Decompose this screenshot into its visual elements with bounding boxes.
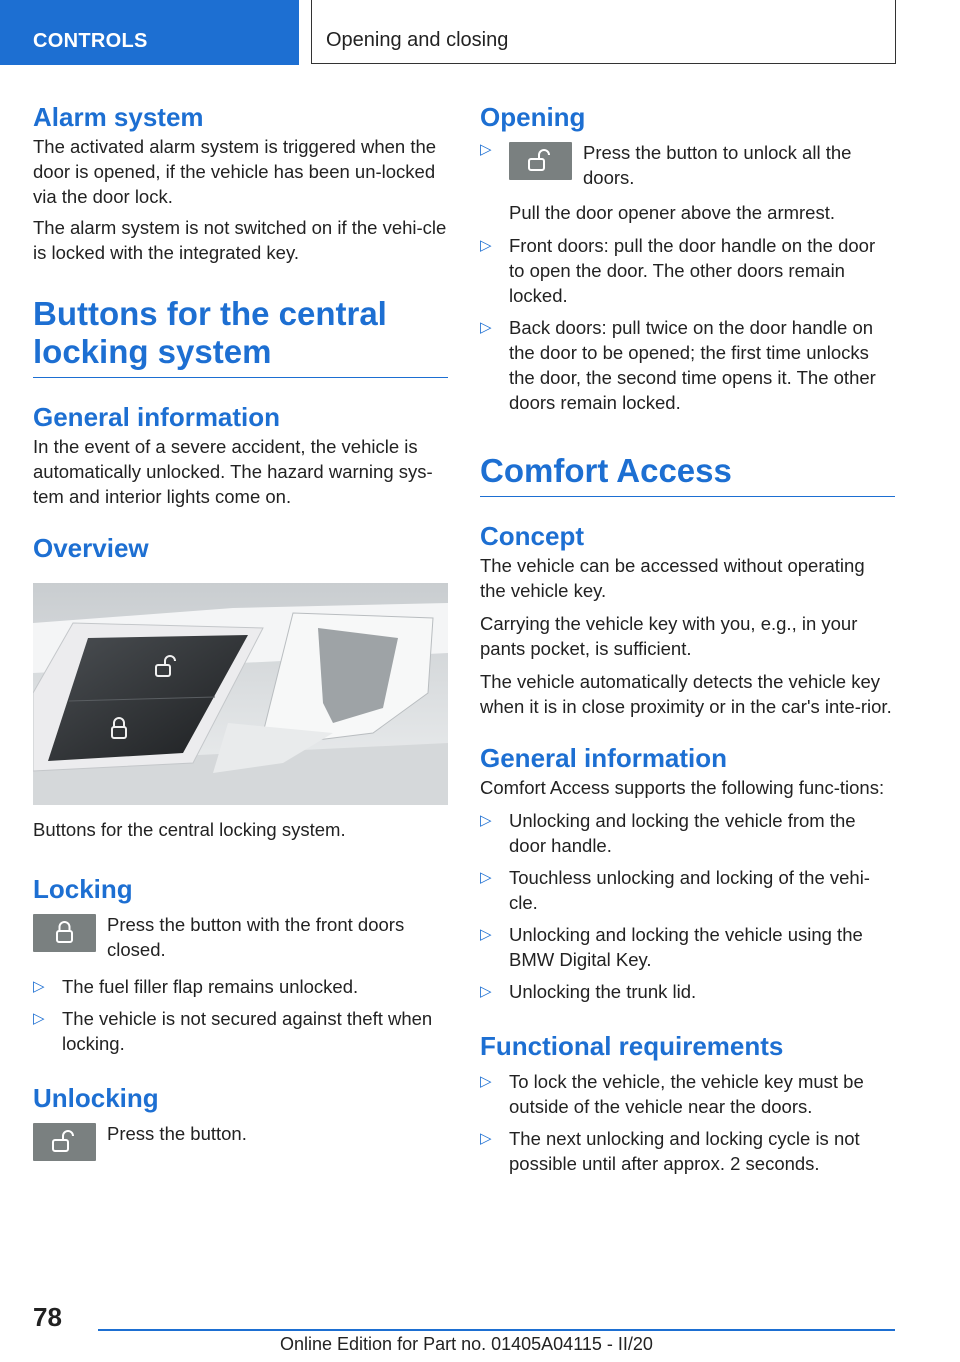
- triangle-bullet-icon: ▷: [480, 319, 492, 336]
- list-item: [480, 315, 895, 415]
- concept-paragraph-2: Carrying the vehicle key with you, e.g., in your pants pocket, is sufficient.: [480, 613, 858, 659]
- list-item-text: Front doors: pull the door handle on the door to open the door. The other doors remain locked.: [509, 235, 876, 306]
- list-item-text: Touchless unlocking and locking of the vehi‐cle.: [509, 867, 870, 913]
- general-paragraph: Comfort Access supports the following func‐tions:: [480, 777, 885, 798]
- triangle-bullet-icon: ▷: [480, 926, 492, 943]
- unlocking-button-row: [33, 1121, 448, 1175]
- general-paragraph: In the event of a severe accident, the vehicle is automatically unlocked. The hazard warning sys‐tem and interior lights come on.: [33, 436, 433, 507]
- list-item: [480, 808, 895, 858]
- list-item: [480, 1126, 895, 1176]
- list-item-text: The fuel filler flap remains unlocked.: [62, 976, 359, 997]
- list-item: [480, 922, 895, 972]
- list-item: [480, 865, 895, 915]
- unlock-button-image: [33, 1123, 96, 1161]
- list-item: [33, 974, 448, 999]
- list-item-text: The next unlocking and locking cycle is not possible until after approx. 2 seconds.: [509, 1128, 860, 1174]
- unlock-icon: [509, 142, 572, 180]
- opening-heading: Opening: [480, 102, 586, 132]
- locking-text: Press the button with the front doors closed.: [107, 914, 405, 960]
- unlock-button-image: [509, 142, 572, 180]
- right-column: [480, 100, 895, 1183]
- triangle-bullet-icon: ▷: [480, 812, 492, 829]
- opening-after-text: Pull the door opener above the armrest.: [509, 202, 835, 223]
- overview-heading: Overview: [33, 533, 149, 563]
- locking-button-row: [33, 912, 448, 966]
- list-item: [480, 1069, 895, 1119]
- triangle-bullet-icon: ▷: [480, 1073, 492, 1090]
- photo-caption: Buttons for the central locking system.: [33, 819, 346, 840]
- unlocking-text: Press the button.: [107, 1123, 247, 1144]
- opening-button-text: Press the button to unlock all the doors.: [583, 142, 852, 188]
- concept-heading: Concept: [480, 521, 584, 551]
- concept-paragraph-1: The vehicle can be accessed without operating the vehicle key.: [480, 555, 865, 601]
- concept-paragraph-3: The vehicle automatically detects the vehicle key when it is in close proximity or in the car's inte‐rior.: [480, 671, 892, 717]
- alarm-heading: Alarm system: [33, 102, 204, 132]
- comfort-access-heading: Comfort Access: [480, 452, 895, 497]
- section-tab: [0, 0, 299, 65]
- page-number: 78: [33, 1302, 62, 1332]
- chapter-label: Opening and closing: [326, 29, 509, 51]
- lock-icon: [33, 914, 96, 952]
- list-item: [480, 979, 895, 1004]
- list-item-text: Unlocking and locking the vehicle using the BMW Digital Key.: [509, 924, 863, 970]
- triangle-bullet-icon: ▷: [480, 141, 492, 158]
- list-item-text: The vehicle is not secured against theft when locking.: [62, 1008, 433, 1054]
- left-column: [33, 100, 448, 1175]
- unlock-icon: [33, 1123, 96, 1161]
- chapter-tab: [311, 0, 896, 64]
- triangle-bullet-icon: ▷: [480, 983, 492, 1000]
- triangle-bullet-icon: ▷: [33, 978, 45, 995]
- functional-requirements-heading: Functional requirements: [480, 1031, 784, 1061]
- opening-button-row: [480, 140, 895, 194]
- locking-heading: Locking: [33, 874, 133, 904]
- door-panel-photo: [33, 583, 448, 805]
- list-item-text: Back doors: pull twice on the door handle on the door to be opened; the first time unlocks the door, the second time opens it. The other doors remain locked.: [509, 317, 876, 413]
- triangle-bullet-icon: ▷: [480, 869, 492, 886]
- door-panel-illustration: [33, 583, 448, 805]
- list-item: [480, 233, 895, 308]
- general-heading: General information: [33, 402, 281, 432]
- list-item-text: Unlocking and locking the vehicle from the door handle.: [509, 810, 856, 856]
- section-label: CONTROLS: [33, 30, 148, 52]
- list-item: [33, 1006, 448, 1056]
- unlocking-heading: Unlocking: [33, 1083, 159, 1113]
- buttons-heading: Buttons for the central locking system: [33, 295, 448, 378]
- lock-button-image: [33, 914, 96, 952]
- alarm-paragraph-1: The activated alarm system is triggered when the door is opened, if the vehicle has been un‐locked via the door lock.: [33, 136, 437, 207]
- list-item-text: Unlocking the trunk lid.: [509, 981, 697, 1002]
- footer-divider: [98, 1329, 895, 1331]
- triangle-bullet-icon: ▷: [480, 1130, 492, 1147]
- alarm-paragraph-2: The alarm system is not switched on if the vehi‐cle is locked with the integrated key.: [33, 217, 447, 263]
- triangle-bullet-icon: ▷: [33, 1010, 45, 1027]
- triangle-bullet-icon: ▷: [480, 237, 492, 254]
- list-item-text: To lock the vehicle, the vehicle key must be outside of the vehicle near the doors.: [509, 1071, 864, 1117]
- general-heading: General information: [480, 743, 728, 773]
- edition-text: Online Edition for Part no. 01405A04115 - II/20: [280, 1334, 653, 1354]
